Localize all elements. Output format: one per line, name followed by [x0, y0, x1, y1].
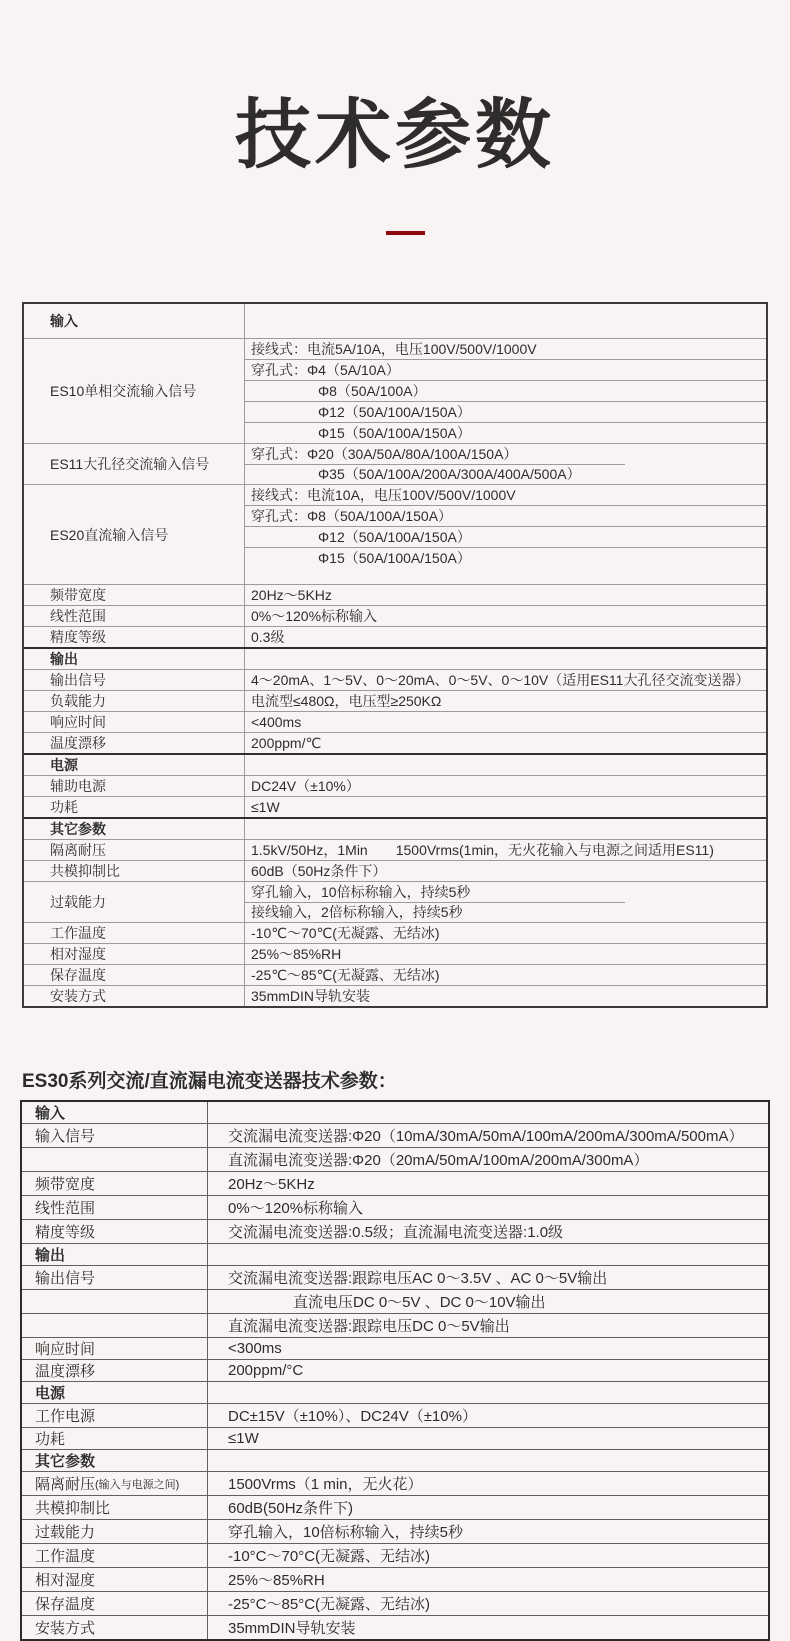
row-label [22, 1314, 208, 1337]
spec-row [22, 1313, 768, 1337]
row-value: 35mmDIN导轨安装 [251, 988, 371, 1004]
spec-row [24, 626, 766, 647]
row-label: 功耗 [22, 1428, 208, 1449]
spec-row [22, 1543, 768, 1567]
row-label: 其它参数 [24, 819, 245, 839]
spec-line: Φ15（50A/100A/150A） [245, 422, 766, 443]
row-value: 25%～85%RH [228, 1572, 325, 1589]
spec-line: 接线式：电流10A，电压100V/500V/1000V [251, 487, 516, 503]
spec-row [24, 922, 766, 943]
row-label: 相对湿度 [24, 944, 245, 964]
spec-line: Φ12（50A/100A/150A） [245, 526, 766, 547]
spec-row [22, 1519, 768, 1543]
spec-row [22, 1289, 768, 1313]
spec-line: 穿孔式：Φ4（5A/10A） [245, 359, 766, 380]
row-label: 辅助电源 [24, 776, 245, 796]
row-label: 输出 [24, 649, 245, 669]
spec-row [24, 605, 766, 626]
row-label: 温度漂移 [24, 733, 245, 753]
row-label [22, 1148, 208, 1171]
row-value: 直流电压DC 0～5V 、DC 0～10V输出 [293, 1294, 546, 1311]
row-label: 工作温度 [24, 923, 245, 943]
row-label: ES10单相交流输入信号 [24, 339, 245, 443]
spec-row [24, 985, 766, 1006]
row-label: 其它参数 [22, 1450, 208, 1471]
section-row [24, 304, 766, 338]
row-label: 过载能力 [24, 882, 245, 922]
row-label: 工作电源 [22, 1404, 208, 1427]
row-value: 1.5kV/50Hz，1Min 1500Vrms(1min，无火花输入与电源之间适用ES11) [251, 842, 714, 858]
row-value: <400ms [251, 714, 302, 730]
spec-table-es10-es11-es20 [22, 302, 768, 1008]
spec-row [22, 1337, 768, 1359]
row-label: 输入 [22, 1102, 208, 1123]
spec-row [24, 775, 766, 796]
row-value: 200ppm/°C [228, 1362, 304, 1379]
spec-table-es30 [20, 1100, 770, 1641]
row-label: 响应时间 [22, 1338, 208, 1359]
row-value: 0.3级 [251, 629, 285, 645]
row-value: 200ppm/℃ [251, 734, 322, 751]
spec-line: 接线输入，2倍标称输入，持续5秒 [245, 902, 766, 922]
row-value: 交流漏电流变送器:Φ20（10mA/30mA/50mA/100mA/200mA/300mA/500mA） [228, 1128, 744, 1145]
row-value [245, 819, 766, 839]
spec-row [24, 732, 766, 753]
spec-row [24, 584, 766, 605]
row-label: ES11大孔径交流输入信号 [24, 444, 245, 484]
spec-row [24, 669, 766, 690]
spec-row [22, 1567, 768, 1591]
row-label: 精度等级 [24, 627, 245, 647]
row-value: ≤1W [228, 1430, 259, 1447]
row-label: 电源 [24, 755, 245, 775]
spec-row [24, 338, 766, 443]
row-value-group [245, 339, 766, 443]
section-row [24, 817, 766, 839]
spec-line: Φ8（50A/100A） [245, 380, 766, 401]
row-value: 1500Vrms（1 min，无火花） [228, 1476, 423, 1493]
row-value: DC±15V（±10%）、DC24V（±10%） [228, 1408, 477, 1425]
row-label: 频带宽度 [24, 585, 245, 605]
row-value: 直流漏电流变送器:跟踪电压DC 0～5V输出 [228, 1318, 510, 1335]
row-value: 35mmDIN导轨安装 [228, 1620, 356, 1637]
row-label: 相对湿度 [22, 1568, 208, 1591]
row-label: 输入 [24, 304, 245, 338]
spec-row [22, 1359, 768, 1381]
spec-row [22, 1403, 768, 1427]
spec-row [22, 1265, 768, 1289]
row-value: -25°C～85°C(无凝露、无结冰) [228, 1596, 431, 1613]
spec-row [22, 1123, 768, 1147]
row-value [208, 1450, 768, 1471]
section-row [22, 1102, 768, 1123]
row-value: 交流漏电流变送器:跟踪电压AC 0～3.5V 、AC 0～5V输出 [228, 1270, 608, 1287]
row-value: ≤1W [251, 799, 280, 815]
row-value: 20Hz～5KHz [251, 587, 332, 603]
spec-row [24, 964, 766, 985]
row-label: 共模抑制比 [22, 1496, 208, 1519]
row-value: <300ms [228, 1340, 282, 1357]
row-value [245, 755, 766, 775]
row-label: 精度等级 [22, 1220, 208, 1243]
row-label: 线性范围 [24, 606, 245, 626]
row-label: 输出信号 [24, 670, 245, 690]
spec-row [24, 443, 766, 484]
row-value-group [245, 444, 766, 484]
row-value: 0%～120%标称输入 [228, 1200, 364, 1217]
row-label: 安装方式 [24, 986, 245, 1006]
spec-row [22, 1195, 768, 1219]
section-row [24, 647, 766, 669]
spec-row [22, 1495, 768, 1519]
spec-line: 穿孔式：Φ8（50A/100A/150A） [245, 505, 766, 526]
row-label: 输入信号 [22, 1124, 208, 1147]
spec-line: 穿孔输入，10倍标称输入，持续5秒 [251, 884, 471, 900]
row-value: 穿孔输入，10倍标称输入，持续5秒 [228, 1524, 464, 1541]
row-label: 频带宽度 [22, 1172, 208, 1195]
row-value: 电流型≤480Ω，电压型≥250KΩ [251, 693, 442, 709]
row-label: 过载能力 [22, 1520, 208, 1543]
row-value: 60dB（50Hz条件下） [251, 863, 387, 879]
row-value [245, 649, 766, 669]
row-value: 0%～120%标称输入 [251, 608, 378, 624]
row-value: 60dB(50Hz条件下) [228, 1500, 354, 1517]
row-value [245, 304, 766, 338]
row-value: 20Hz～5KHz [228, 1176, 315, 1193]
section-row [22, 1243, 768, 1265]
spec-row [24, 484, 766, 584]
spec-line: Φ12（50A/100A/150A） [245, 401, 766, 422]
row-value: -10℃～70℃(无凝露、无结冰) [251, 925, 440, 941]
row-label: 共模抑制比 [24, 861, 245, 881]
row-label: 安装方式 [22, 1616, 208, 1639]
row-label [22, 1290, 208, 1313]
spec-line: Φ15（50A/100A/150A） [245, 547, 766, 568]
row-value [208, 1382, 768, 1403]
row-label: 响应时间 [24, 712, 245, 732]
spec-row [24, 690, 766, 711]
row-label: 线性范围 [22, 1196, 208, 1219]
row-value: 4～20mA、1～5V、0～20mA、0～5V、0～10V（适用ES11大孔径交流变送器） [251, 672, 750, 688]
row-label: 负载能力 [24, 691, 245, 711]
row-value: -10°C～70°C(无凝露、无结冰) [228, 1548, 431, 1565]
es30-section-heading: ES30系列交流/直流漏电流变送器技术参数： [22, 1071, 397, 1092]
row-label: 电源 [22, 1382, 208, 1403]
spec-row [24, 860, 766, 881]
spec-line: 接线式：电流5A/10A，电压100V/500V/1000V [251, 341, 537, 357]
spec-row [22, 1591, 768, 1615]
row-label: 保存温度 [22, 1592, 208, 1615]
row-value [208, 1244, 768, 1265]
row-value: 25%～85%RH [251, 946, 342, 962]
page-title: 技术参数 [235, 93, 555, 178]
row-value: DC24V（±10%） [251, 778, 360, 794]
row-label: 隔离耐压 (输入与电源之间) [22, 1472, 208, 1495]
row-label: 保存温度 [24, 965, 245, 985]
spec-row [24, 881, 766, 922]
spec-row [24, 796, 766, 817]
section-row [22, 1449, 768, 1471]
row-value: -25℃～85℃(无凝露、无结冰) [251, 967, 440, 983]
spec-row [22, 1171, 768, 1195]
row-value [208, 1102, 768, 1123]
row-label: ES20直流输入信号 [24, 485, 245, 584]
row-value-group [245, 485, 766, 584]
row-value: 直流漏电流变送器:Φ20（20mA/50mA/100mA/200mA/300mA） [228, 1152, 649, 1169]
section-row [22, 1381, 768, 1403]
row-label: 功耗 [24, 797, 245, 817]
spec-row [24, 711, 766, 732]
spec-line: Φ35（50A/100A/200A/300A/400A/500A） [245, 464, 766, 484]
row-label: 温度漂移 [22, 1360, 208, 1381]
title-accent-bar [386, 231, 425, 235]
spec-row [22, 1219, 768, 1243]
spec-row [24, 943, 766, 964]
spec-row [24, 839, 766, 860]
row-label: 隔离耐压 [24, 840, 245, 860]
row-label: 输出信号 [22, 1266, 208, 1289]
row-label: 工作温度 [22, 1544, 208, 1567]
spec-row [22, 1147, 768, 1171]
row-value-group [245, 882, 766, 922]
section-row [24, 753, 766, 775]
row-label: 输出 [22, 1244, 208, 1265]
spec-line: 穿孔式：Φ20（30A/50A/80A/100A/150A） [251, 446, 518, 462]
row-label-note: (输入与电源之间) [95, 1478, 180, 1491]
row-value: 交流漏电流变送器:0.5级；直流漏电流变送器:1.0级 [228, 1224, 564, 1241]
spec-row [22, 1615, 768, 1639]
spec-row [22, 1471, 768, 1495]
spec-row [22, 1427, 768, 1449]
